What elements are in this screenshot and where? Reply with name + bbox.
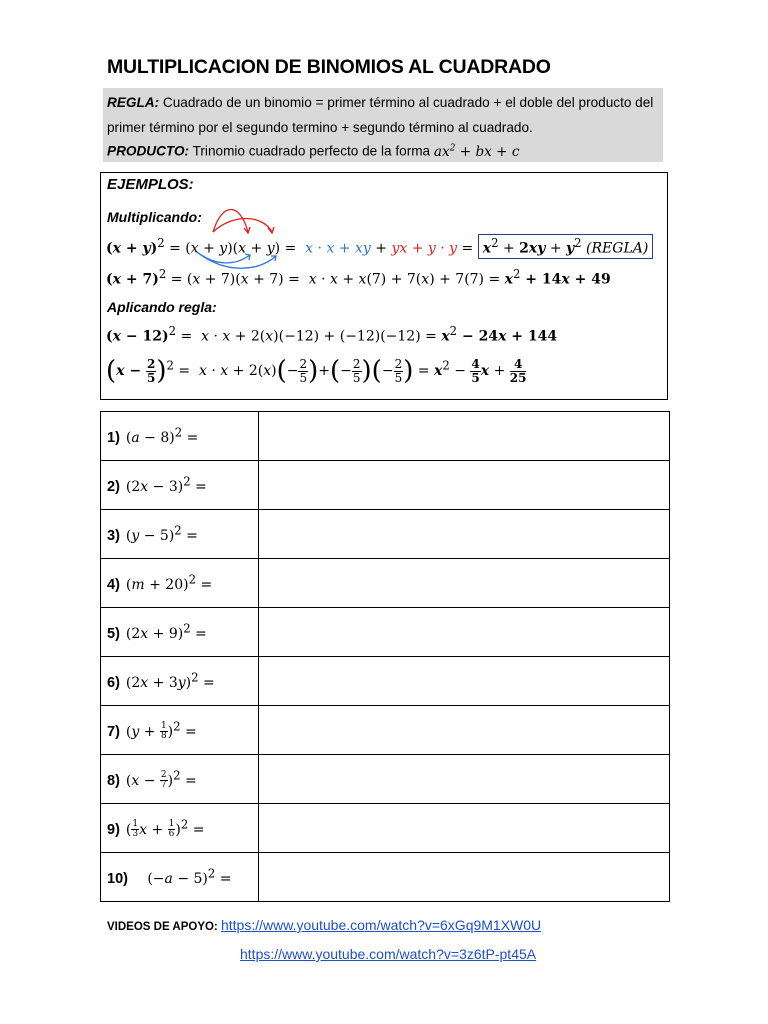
table-row [101, 853, 670, 902]
table-row [101, 755, 670, 804]
answer-cell[interactable] [259, 510, 670, 559]
exercise-table [100, 411, 670, 902]
example-1: $(x + y)^2 = (x + y)(x + y) = x \cdot x$ + xy + yx + $y \cdot y = x^2 + 2xy + y^2$ (REGLA) [106, 234, 653, 259]
example-2: $(x + 7)^2 = (x + 7)(x + 7) = x \cdot x + x(7) + 7(x) + 7(7) = x^2 + 14x + 49$ [106, 267, 611, 288]
exercise-prompt: 7) (y + $\frac{1}{8}$ )$^2$ = [101, 706, 259, 755]
answer-cell[interactable] [259, 559, 670, 608]
table-row [101, 510, 670, 559]
table-row [101, 657, 670, 706]
videos-label: VIDEOS DE APOYO: [107, 921, 218, 933]
table-row [101, 608, 670, 657]
answer-cell[interactable] [259, 608, 670, 657]
table-row [101, 706, 670, 755]
exercise-prompt: 1) $(a - 8)^2$ = [101, 412, 259, 461]
exercise-prompt: 8) (x − $\frac{2}{7}$ )$^2$ = [101, 755, 259, 804]
exercise-prompt: 10) $(-a - 5)^2$ = [101, 853, 259, 902]
rule-text-1: Cuadrado de un binomio = primer término al cuadrado + el doble del producto del [159, 95, 654, 110]
product-line [107, 143, 519, 160]
trinomial-formula: $ax^2$ + bx + c [433, 143, 520, 160]
exercise-prompt: 4) $(m + 20)^2$ = [101, 559, 259, 608]
exercise-prompt: 5) $(2x + 9)^2$ = [101, 608, 259, 657]
answer-cell[interactable] [259, 755, 670, 804]
exercise-prompt: 9) ( $\frac{1}{3}$ x + $\frac{1}{6}$ )$^2$ = [101, 804, 259, 853]
table-row [101, 412, 670, 461]
examples-heading: EJEMPLOS: [107, 176, 194, 193]
table-row [101, 804, 670, 853]
answer-cell[interactable] [259, 853, 670, 902]
answer-cell[interactable] [259, 706, 670, 755]
answer-cell[interactable] [259, 412, 670, 461]
regla-tag: (REGLA) [586, 240, 649, 257]
answer-cell[interactable] [259, 657, 670, 706]
exercise-prompt: 2) $(2x - 3)^2$ = [101, 461, 259, 510]
table-row [101, 461, 670, 510]
example-4: (x − $\frac{2}{5}$ )$^2$ = x · x + 2(x)(− $\frac{2}{5}$ )+(− $\frac{2}{5}$ )(− $\frac{2}{5}$ ) = $x^2$ − $\frac{4}{5}$ x + $\frac{4}{25}$ [106, 356, 527, 386]
regla-result-box: $x^2 + 2xy + y^2$ (REGLA) [478, 234, 654, 259]
page-title: MULTIPLICACION DE BINOMIOS AL CUADRADO [107, 56, 551, 78]
multiplying-heading: Multiplicando: [107, 209, 202, 225]
rule-line-2: primer término por el segundo termino + segundo término al cuadrado. [107, 120, 533, 135]
product-label: PRODUCTO: [107, 143, 190, 159]
exercise-prompt: 3) $(y - 5)^2$ = [101, 510, 259, 559]
example-3: $(x - 12)^2 = x \cdot x + 2(x)(-12) + (-12)(-12) = x^2 - 24x + 144$ [106, 324, 558, 345]
video-link-2[interactable]: https://www.youtube.com/watch?v=3z6tP-pt45A [240, 946, 537, 962]
exercise-prompt: 6) $(2x + 3y)^2$ = [101, 657, 259, 706]
video-link-1[interactable]: https://www.youtube.com/watch?v=6xGq9M1XW0U [220, 917, 542, 933]
answer-cell[interactable] [259, 461, 670, 510]
videos-line [107, 917, 541, 933]
rule-line-1 [107, 95, 653, 110]
table-row [101, 559, 670, 608]
applying-heading: Aplicando regla: [107, 299, 217, 315]
product-text: Trinomio cuadrado perfecto de la forma [189, 143, 434, 159]
rule-label: REGLA: [107, 95, 160, 110]
answer-cell[interactable] [259, 804, 670, 853]
